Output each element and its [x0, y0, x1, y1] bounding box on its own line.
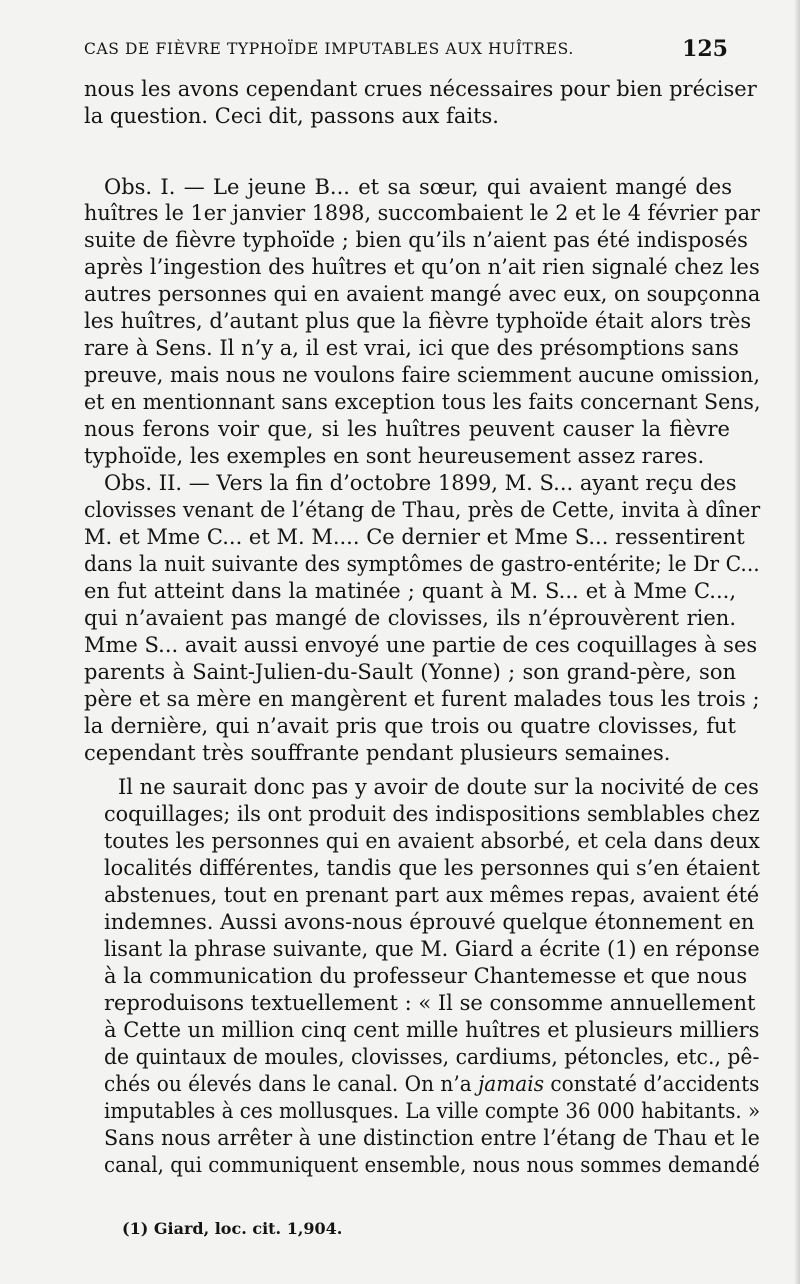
- text-line: M. et Mme C... et M. M.... Ce dernier et Mme S... ressentirent: [84, 525, 745, 549]
- footnote: (1) Giard, loc. cit. 1,904.: [122, 1219, 343, 1238]
- text-line: et en mentionnant sans exception tous les faits concernant Sens,: [84, 390, 761, 414]
- text-line: père et sa mère en mangèrent et furent malades tous les trois ;: [84, 687, 760, 711]
- text-line: rare à Sens. Il n’y a, il est vrai, ici que des présomptions sans: [84, 336, 739, 360]
- scan-edge-shadow: [794, 0, 800, 1284]
- text-line: Il ne saurait donc pas y avoir de doute sur la nocivité de ces: [118, 775, 759, 799]
- text-line: nous les avons cependant crues nécessaires pour bien préciser: [84, 77, 757, 101]
- text-line: coquillages; ils ont produit des indispositions semblables chez: [104, 802, 760, 826]
- text-line: cependant très souffrante pendant plusieurs semaines.: [84, 741, 671, 765]
- running-head-title: CAS DE FIÈVRE TYPHOÏDE IMPUTABLES AUX HUÎTRES.: [84, 40, 574, 58]
- text-line: dans la nuit suivante des symptômes de gastro-entérite; le Dr C...: [84, 552, 760, 576]
- page-number: 125: [682, 36, 728, 62]
- text-line: abstenues, tout en prenant part aux mêmes repas, avaient été: [104, 883, 760, 907]
- text-line-emphasis: [104, 1071, 760, 1098]
- text-line: preuve, mais nous ne voulons faire sciemment aucune omission,: [84, 363, 760, 387]
- text-line: toutes les personnes qui en avaient absorbé, et cela dans deux: [104, 829, 760, 853]
- text-line: à la communication du professeur Chantemesse et que nous: [104, 964, 748, 988]
- running-head: [84, 36, 728, 66]
- text-line: imputables à ces mollusques. La ville compte 36 000 habitants. »: [104, 1099, 761, 1123]
- text-line: Sans nous arrêter à une distinction entre l’étang de Thau et le: [104, 1126, 760, 1150]
- text-line: localités différentes, tandis que les personnes qui s’en étaient: [104, 856, 760, 880]
- text-line: de quintaux de moules, clovisses, cardiums, pétoncles, etc., pê-: [104, 1045, 760, 1069]
- text-line: Mme S... avait aussi envoyé une partie de ces coquillages à ses: [84, 633, 758, 657]
- text-line: suite de fièvre typhoïde ; bien qu’ils n’aient pas été indisposés: [84, 228, 748, 252]
- text-line: nous ferons voir que, si les huîtres peuvent causer la fièvre: [84, 417, 730, 441]
- text-line: en fut atteint dans la matinée ; quant à M. S... et à Mme C...,: [84, 579, 736, 603]
- emphasized-word: jamais: [478, 1072, 545, 1096]
- text-line: clovisses venant de l’étang de Thau, près de Cette, invita à dîner: [84, 498, 761, 522]
- text-line: parents à Saint-Julien-du-Sault (Yonne) ; son grand-père, son: [84, 660, 736, 684]
- text-segment: constaté d’accidents: [544, 1072, 760, 1096]
- text-line: la dernière, qui n’avait pris que trois ou quatre clovisses, fut: [84, 714, 736, 738]
- text-line: après l’ingestion des huîtres et qu’on n’ait rien signalé chez les: [84, 255, 760, 279]
- text-line: huîtres le 1er janvier 1898, succombaient le 2 et le 4 février par: [84, 201, 760, 225]
- text-line: typhoïde, les exemples en sont heureusement assez rares.: [84, 444, 705, 468]
- text-line-obs-2: Obs. II. — Vers la fin d’octobre 1899, M. S... ayant reçu des: [104, 471, 737, 495]
- text-line: qui n’avaient pas mangé de clovisses, ils n’éprouvèrent rien.: [84, 606, 736, 630]
- text-line: les huîtres, d’autant plus que la fièvre typhoïde était alors très: [84, 309, 752, 333]
- text-line: la question. Ceci dit, passons aux faits.: [84, 104, 499, 128]
- text-line: canal, qui communiquent ensemble, nous nous sommes demandé: [104, 1153, 760, 1177]
- text-line: à Cette un million cinq cent mille huîtres et plusieurs milliers: [104, 1018, 760, 1042]
- text-line-obs-1: Obs. I. — Le jeune B... et sa sœur, qui avaient mangé des: [104, 175, 732, 199]
- text-line: lisant la phrase suivante, que M. Giard a écrite (1) en réponse: [104, 937, 760, 961]
- text-line: indemnes. Aussi avons-nous éprouvé quelque étonnement en: [104, 910, 755, 934]
- text-segment: chés ou élevés dans le canal. On n’a: [104, 1072, 479, 1096]
- text-line: autres personnes qui en avaient mangé avec eux, on soupçonna: [84, 282, 761, 306]
- text-line: reproduisons textuellement : « Il se consomme annuellement: [104, 991, 756, 1015]
